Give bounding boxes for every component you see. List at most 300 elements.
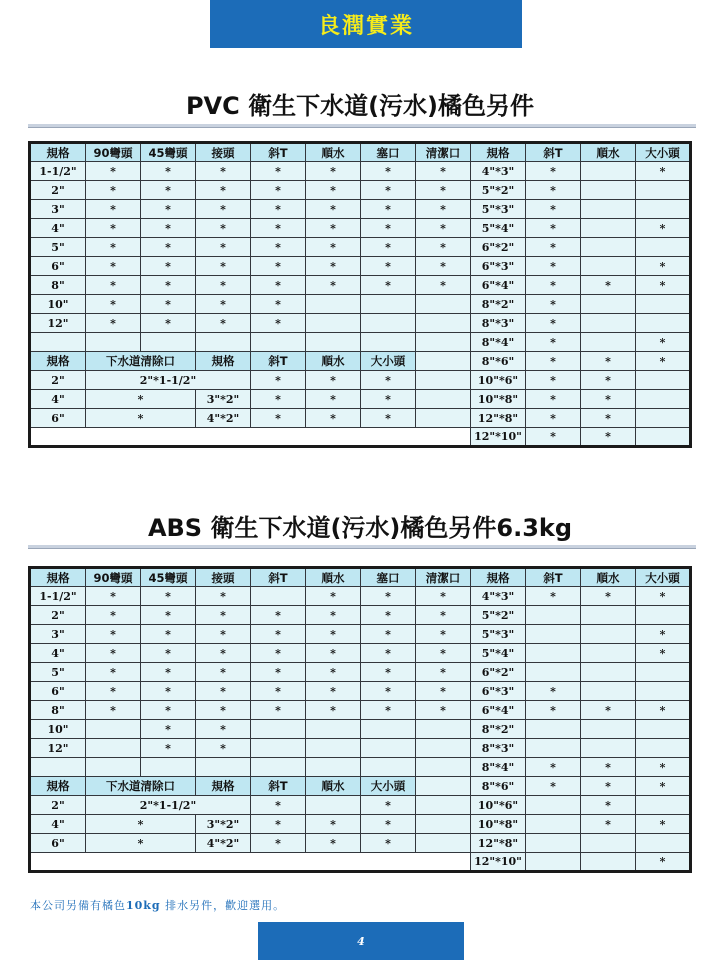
availability-cell: * [86,701,141,720]
availability-cell: * [251,390,306,409]
availability-cell [581,720,636,739]
availability-cell [636,371,691,390]
availability-cell: * [86,587,141,606]
availability-cell [581,181,636,200]
column-header: 規格 [196,352,251,371]
column-header: 接頭 [196,568,251,587]
availability-cell: * [361,644,416,663]
sub-header-row [30,777,691,796]
availability-cell [306,314,361,333]
availability-cell [306,295,361,314]
availability-cell: * [251,663,306,682]
availability-cell: * [196,701,251,720]
column-header: 45彎頭 [141,143,196,162]
availability-cell [416,720,471,739]
availability-cell: * [251,606,306,625]
size-cell: 1-1/2" [30,162,86,181]
availability-cell: * [361,371,416,390]
size-cell: 4" [30,644,86,663]
availability-cell: * [251,644,306,663]
availability-cell [636,682,691,701]
size-cell: 5" [30,238,86,257]
table-row [30,409,691,428]
size-cell: 12"*10" [471,428,526,447]
availability-cell: * [251,625,306,644]
availability-cell [86,758,141,777]
availability-cell [581,200,636,219]
table-row [30,720,691,739]
availability-cell [416,758,471,777]
availability-cell: * [196,200,251,219]
size-cell: 5"*2" [471,606,526,625]
availability-cell [86,739,141,758]
availability-cell: * [361,682,416,701]
availability-cell: * [196,587,251,606]
size-cell: 5"*4" [471,219,526,238]
abs-fittings-table [28,566,692,873]
availability-cell: * [361,219,416,238]
availability-cell [636,796,691,815]
column-header: 規格 [471,568,526,587]
availability-cell [251,739,306,758]
availability-cell: * [526,162,581,181]
cleanout-cell: * [86,815,196,834]
availability-cell: * [636,758,691,777]
table-row [30,428,691,447]
availability-cell: * [306,371,361,390]
availability-cell: * [141,238,196,257]
availability-cell [581,162,636,181]
availability-cell: * [196,720,251,739]
availability-cell: * [581,701,636,720]
availability-cell: * [526,390,581,409]
table-row [30,606,691,625]
availability-cell: * [526,371,581,390]
availability-cell: * [251,371,306,390]
availability-cell: * [86,181,141,200]
availability-cell: * [196,181,251,200]
availability-cell [526,739,581,758]
availability-cell: * [636,587,691,606]
availability-cell [636,390,691,409]
availability-cell [526,796,581,815]
availability-cell [196,333,251,352]
company-name: 良潤實業 [317,13,414,39]
availability-cell: * [636,644,691,663]
table-row [30,796,691,815]
table-row [30,390,691,409]
availability-cell [581,853,636,872]
availability-cell: * [636,333,691,352]
size-cell: 8" [30,276,86,295]
availability-cell [636,834,691,853]
availability-cell [636,238,691,257]
column-header: 大小頭 [636,568,691,587]
empty-cell [416,409,471,428]
size-cell: 4" [30,219,86,238]
column-header: 大小頭 [361,777,416,796]
empty-cell [30,428,471,447]
availability-cell: * [141,295,196,314]
pvc-title-rule [28,124,696,128]
availability-cell: * [251,219,306,238]
size-cell: 5"*4" [471,644,526,663]
size-cell: 4" [30,390,86,409]
availability-cell [581,739,636,758]
availability-cell: * [251,815,306,834]
availability-cell: * [361,162,416,181]
size-cell: 3" [30,200,86,219]
footnote-weight: 10kg [126,899,161,912]
size-cell: 6" [30,834,86,853]
availability-cell: * [416,644,471,663]
column-header: 90彎頭 [86,568,141,587]
availability-cell: * [416,162,471,181]
availability-cell [526,834,581,853]
availability-cell [636,720,691,739]
availability-cell: * [86,295,141,314]
availability-cell: * [581,428,636,447]
availability-cell: * [526,219,581,238]
availability-cell: * [306,257,361,276]
cleanout-cell: * [86,834,196,853]
footnote-prefix: 本公司另備有橘色 [30,899,126,912]
size-cell: 10"*8" [471,390,526,409]
availability-cell [636,409,691,428]
size-cell: 5"*3" [471,200,526,219]
availability-cell: * [196,295,251,314]
availability-cell: * [196,625,251,644]
availability-cell: * [251,409,306,428]
availability-cell [416,314,471,333]
availability-cell [581,644,636,663]
availability-cell: * [526,238,581,257]
availability-cell: * [526,352,581,371]
availability-cell: * [141,587,196,606]
size-cell: 4"*3" [471,162,526,181]
availability-cell [141,758,196,777]
availability-cell: * [196,238,251,257]
column-header: 規格 [196,777,251,796]
empty-cell [416,352,471,371]
column-header: 斜T [251,352,306,371]
availability-cell [86,333,141,352]
column-header: 順水 [306,777,361,796]
availability-cell: * [526,333,581,352]
size-cell: 1-1/2" [30,587,86,606]
cleanout-cell: * [86,390,196,409]
availability-cell: * [306,682,361,701]
column-header: 順水 [306,352,361,371]
availability-cell: * [526,276,581,295]
table-row [30,758,691,777]
availability-cell [86,720,141,739]
availability-cell: * [361,815,416,834]
table-header-row [30,143,691,162]
availability-cell [636,314,691,333]
availability-cell: * [526,409,581,428]
availability-cell [416,739,471,758]
availability-cell: * [526,257,581,276]
availability-cell [581,834,636,853]
size-cell: 8"*2" [471,295,526,314]
availability-cell: * [141,181,196,200]
cleanout-cell: * [86,409,196,428]
availability-cell: * [526,200,581,219]
table-row [30,644,691,663]
availability-cell [526,644,581,663]
table-row [30,257,691,276]
empty-cell [416,777,471,796]
availability-cell: * [196,219,251,238]
availability-cell: * [581,409,636,428]
availability-cell: * [526,314,581,333]
empty-cell [416,796,471,815]
size-cell: 2" [30,796,86,815]
column-header: 斜T [526,568,581,587]
availability-cell: * [526,701,581,720]
size-cell: 8"*2" [471,720,526,739]
availability-cell: * [196,663,251,682]
availability-cell: * [306,181,361,200]
availability-cell: * [196,162,251,181]
availability-cell: * [251,257,306,276]
availability-cell: * [251,200,306,219]
size-cell: 10"*6" [471,371,526,390]
size-cell: 2" [30,371,86,390]
availability-cell: * [526,428,581,447]
size-cell: 10"*6" [471,796,526,815]
column-header: 大小頭 [636,143,691,162]
empty-cell [416,834,471,853]
availability-cell: * [361,834,416,853]
size-cell: 10" [30,295,86,314]
table-row [30,162,691,181]
table-row [30,238,691,257]
availability-cell: * [361,276,416,295]
availability-cell: * [141,682,196,701]
table-row [30,219,691,238]
availability-cell: * [581,587,636,606]
table-row [30,314,691,333]
availability-cell [581,257,636,276]
table-row [30,815,691,834]
availability-cell: * [196,606,251,625]
availability-cell: * [141,606,196,625]
availability-cell [306,739,361,758]
availability-cell: * [581,777,636,796]
availability-cell [636,428,691,447]
table-row [30,295,691,314]
availability-cell [306,796,361,815]
availability-cell [526,606,581,625]
availability-cell: * [361,701,416,720]
availability-cell: * [196,739,251,758]
availability-cell: * [251,834,306,853]
column-header: 斜T [251,777,306,796]
availability-cell: * [361,390,416,409]
availability-cell [361,720,416,739]
size-cell: 2"*1-1/2" [86,371,251,390]
empty-cell [416,815,471,834]
availability-cell: * [306,834,361,853]
availability-cell: * [86,625,141,644]
availability-cell: * [526,682,581,701]
availability-cell: * [361,257,416,276]
availability-cell: * [361,625,416,644]
availability-cell: * [361,238,416,257]
size-cell: 8"*4" [471,758,526,777]
availability-cell: * [306,219,361,238]
availability-cell: * [581,352,636,371]
size-cell: 3"*2" [196,390,251,409]
header-banner [210,0,522,48]
page-number: 4 [357,934,365,948]
availability-cell [636,200,691,219]
availability-cell: * [141,219,196,238]
availability-cell [581,333,636,352]
size-cell: 6"*3" [471,257,526,276]
availability-cell: * [141,625,196,644]
column-header: 接頭 [196,143,251,162]
column-header: 規格 [30,143,86,162]
availability-cell: * [141,314,196,333]
availability-cell [306,758,361,777]
size-cell: 12"*10" [471,853,526,872]
table-row [30,587,691,606]
footnote-suffix: 排水另件，歡迎選用。 [160,899,286,912]
size-cell: 6"*4" [471,701,526,720]
column-header: 45彎頭 [141,568,196,587]
availability-cell: * [306,587,361,606]
availability-cell: * [141,257,196,276]
availability-cell: * [636,352,691,371]
size-cell [30,333,86,352]
availability-cell: * [141,739,196,758]
table-row [30,200,691,219]
availability-cell [526,815,581,834]
size-cell: 3"*2" [196,815,251,834]
availability-cell [306,333,361,352]
availability-cell: * [86,238,141,257]
table-row [30,853,691,872]
availability-cell: * [251,314,306,333]
availability-cell: * [141,720,196,739]
size-cell: 2" [30,181,86,200]
size-cell: 4" [30,815,86,834]
table-row [30,834,691,853]
availability-cell: * [86,682,141,701]
size-cell: 6" [30,409,86,428]
availability-cell [251,333,306,352]
availability-cell [361,314,416,333]
availability-cell [251,720,306,739]
size-cell: 8"*6" [471,352,526,371]
availability-cell: * [526,181,581,200]
availability-cell: * [306,625,361,644]
availability-cell: * [306,276,361,295]
column-header: 順水 [581,568,636,587]
size-cell: 6" [30,682,86,701]
availability-cell: * [196,257,251,276]
table-row [30,181,691,200]
footer-banner [258,922,464,960]
column-header: 規格 [30,352,86,371]
column-header: 90彎頭 [86,143,141,162]
availability-cell: * [251,238,306,257]
availability-cell: * [196,682,251,701]
availability-cell: * [306,606,361,625]
size-cell: 8"*6" [471,777,526,796]
availability-cell: * [636,701,691,720]
availability-cell [361,739,416,758]
availability-cell: * [636,815,691,834]
size-cell: 10"*8" [471,815,526,834]
size-cell: 6"*4" [471,276,526,295]
column-header: 斜T [251,143,306,162]
size-cell: 4"*3" [471,587,526,606]
availability-cell: * [416,219,471,238]
availability-cell: * [141,162,196,181]
availability-cell: * [416,238,471,257]
availability-cell: * [636,777,691,796]
availability-cell: * [636,162,691,181]
availability-cell [251,587,306,606]
column-header: 下水道清除口 [86,352,196,371]
availability-cell [526,853,581,872]
size-cell: 8"*3" [471,739,526,758]
column-header: 清潔口 [416,143,471,162]
availability-cell: * [581,276,636,295]
availability-cell [636,739,691,758]
availability-cell: * [581,815,636,834]
size-cell: 2" [30,606,86,625]
availability-cell: * [416,200,471,219]
pvc-section-title: PVC 衛生下水道(污水)橘色另件 [185,92,535,120]
availability-cell: * [251,181,306,200]
size-cell: 12" [30,314,86,333]
availability-cell: * [636,219,691,238]
column-header: 規格 [30,568,86,587]
availability-cell: * [86,257,141,276]
availability-cell: * [526,758,581,777]
size-cell: 12" [30,739,86,758]
availability-cell: * [86,314,141,333]
availability-cell: * [86,644,141,663]
availability-cell: * [196,276,251,295]
availability-cell: * [86,162,141,181]
availability-cell [416,333,471,352]
table-row [30,663,691,682]
availability-cell: * [416,276,471,295]
abs-title-rule [28,545,696,549]
availability-cell: * [196,314,251,333]
availability-cell: * [306,644,361,663]
availability-cell [581,606,636,625]
table-row [30,739,691,758]
column-header: 順水 [306,568,361,587]
availability-cell: * [636,276,691,295]
size-cell: 6"*2" [471,663,526,682]
availability-cell: * [86,219,141,238]
availability-cell [361,758,416,777]
column-header: 規格 [30,777,86,796]
size-cell: 4"*2" [196,409,251,428]
column-header: 斜T [526,143,581,162]
availability-cell [526,625,581,644]
availability-cell: * [141,701,196,720]
availability-cell: * [581,371,636,390]
